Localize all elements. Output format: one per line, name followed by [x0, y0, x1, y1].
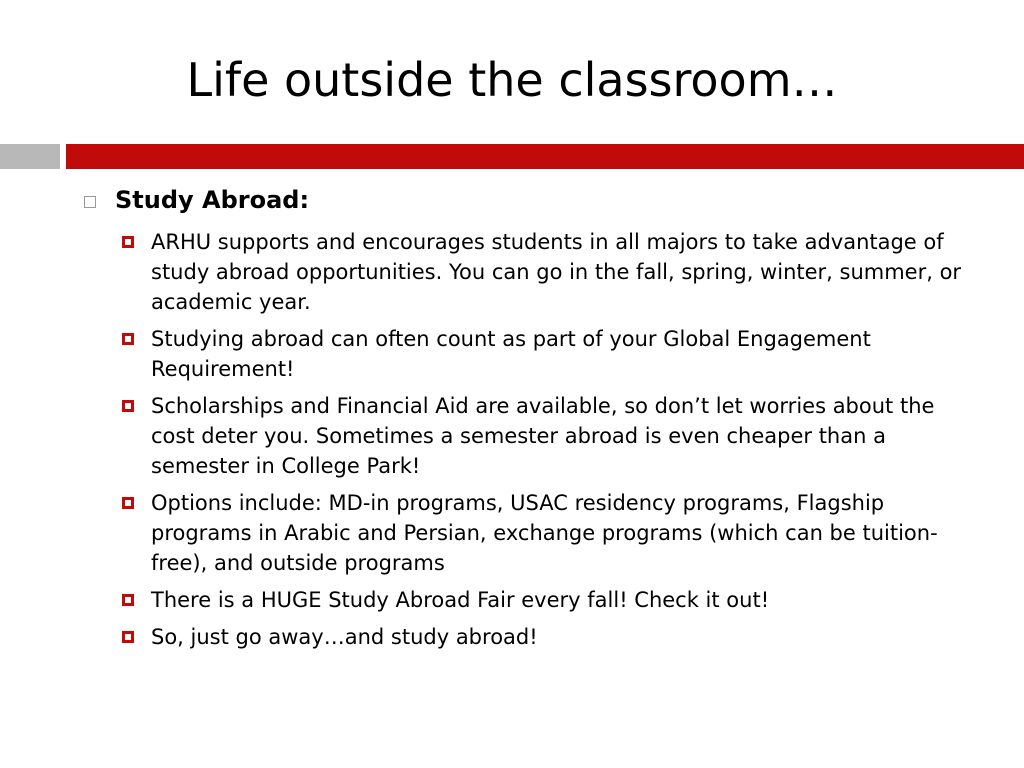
red-square-bullet-icon [122, 333, 134, 345]
list-item [122, 488, 972, 578]
slide-title: Life outside the classroom… [186, 53, 838, 107]
bullet-text: There is a HUGE Study Abroad Fair every fall! Check it out! [151, 588, 770, 612]
hollow-square-bullet-icon [84, 196, 96, 208]
red-square-bullet-icon [122, 631, 134, 643]
list-item [122, 324, 972, 384]
list-item [122, 585, 972, 615]
list-item [122, 391, 972, 481]
red-square-bullet-icon [122, 236, 134, 248]
gray-accent-bar [0, 144, 60, 169]
bullet-text: So, just go away…and study abroad! [151, 625, 538, 649]
bullet-text: ARHU supports and encourages students in all majors to take advantage of study abroad opportunities. You can go in the fall, spring, winter, summer, or academic year. [151, 230, 962, 314]
red-accent-bar [66, 144, 1024, 169]
list-item [122, 227, 972, 317]
list-item [122, 622, 972, 652]
bullet-list [122, 227, 972, 659]
section-heading: Study Abroad: [115, 186, 310, 214]
red-square-bullet-icon [122, 594, 134, 606]
bullet-text: Options include: MD-in programs, USAC residency programs, Flagship programs in Arabic and Persian, exchange programs (which can be tuition-free), and outside programs [151, 491, 938, 575]
red-square-bullet-icon [122, 497, 134, 509]
heading-item [84, 182, 984, 218]
red-square-bullet-icon [122, 400, 134, 412]
bullet-text: Studying abroad can often count as part of your Global Engagement Requirement! [151, 327, 871, 381]
bullet-text: Scholarships and Financial Aid are available, so don’t let worries about the cost deter you. Sometimes a semester abroad is even cheaper than a semester in College Park! [151, 394, 935, 478]
